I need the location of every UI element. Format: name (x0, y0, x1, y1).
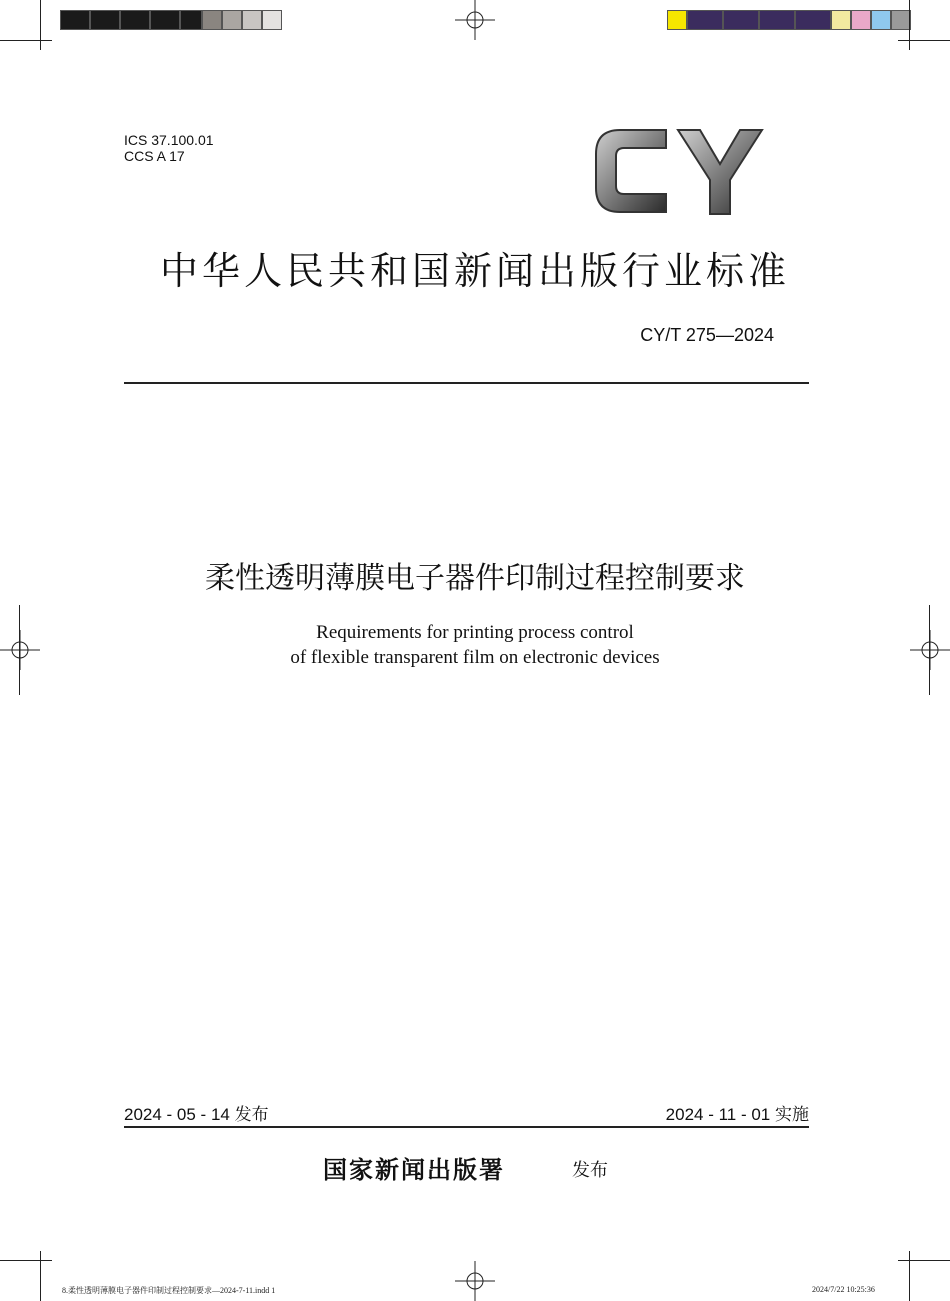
issue-date: 2024 - 05 - 14 发布 (124, 1105, 269, 1124)
publisher-name: 国家新闻出版署 (323, 1156, 505, 1184)
ccs-code: CCS A 17 (124, 148, 185, 164)
footer-file-name: 8.柔性透明薄膜电子器件印制过程控制要求—2024-7-11.indd 1 (62, 1286, 276, 1295)
color-swatch (242, 10, 262, 30)
registration-mark-icon (455, 0, 495, 40)
cy-logo (588, 122, 764, 220)
color-swatch (120, 10, 150, 30)
color-swatch (180, 10, 202, 30)
color-swatch (150, 10, 180, 30)
color-swatch (667, 10, 687, 30)
color-swatch (202, 10, 222, 30)
footer-timestamp: 2024/7/22 10:25:36 (812, 1285, 875, 1294)
color-swatch (759, 10, 795, 30)
document-title-en (60, 620, 890, 670)
registration-mark-icon (910, 630, 950, 670)
registration-mark-icon (0, 630, 40, 670)
color-swatch (262, 10, 282, 30)
crop-mark (909, 0, 910, 50)
crop-mark (929, 605, 930, 695)
document-title-en-line2: of flexible transparent film on electronic devices (290, 647, 660, 668)
standard-number: CY/T 275—2024 (640, 325, 774, 345)
color-swatch (222, 10, 242, 30)
crop-mark (19, 605, 20, 695)
ics-code: ICS 37.100.01 (124, 132, 214, 148)
color-bar-right (667, 10, 911, 30)
color-bar-left (60, 10, 282, 30)
crop-mark (0, 1260, 52, 1261)
color-swatch (687, 10, 723, 30)
color-swatch (795, 10, 831, 30)
document-title-zh: 柔性透明薄膜电子器件印制过程控制要求 (205, 561, 745, 596)
publisher-suffix: 发布 (572, 1160, 608, 1181)
divider (124, 382, 809, 384)
color-swatch (60, 10, 90, 30)
color-swatch (891, 10, 911, 30)
crop-mark (898, 40, 950, 41)
divider (124, 1126, 809, 1128)
registration-mark-icon (455, 1261, 495, 1301)
implementation-date: 2024 - 11 - 01 实施 (665, 1105, 809, 1124)
crop-mark (909, 1251, 910, 1301)
color-swatch (723, 10, 759, 30)
color-swatch (831, 10, 851, 30)
crop-mark (898, 1260, 950, 1261)
document-title-en-line1: Requirements for printing process control (316, 622, 634, 643)
color-swatch (851, 10, 871, 30)
crop-mark (0, 40, 52, 41)
crop-mark (40, 0, 41, 50)
crop-mark (40, 1251, 41, 1301)
standard-category: 中华人民共和国新闻出版行业标准 (159, 249, 790, 293)
color-swatch (871, 10, 891, 30)
color-swatch (90, 10, 120, 30)
